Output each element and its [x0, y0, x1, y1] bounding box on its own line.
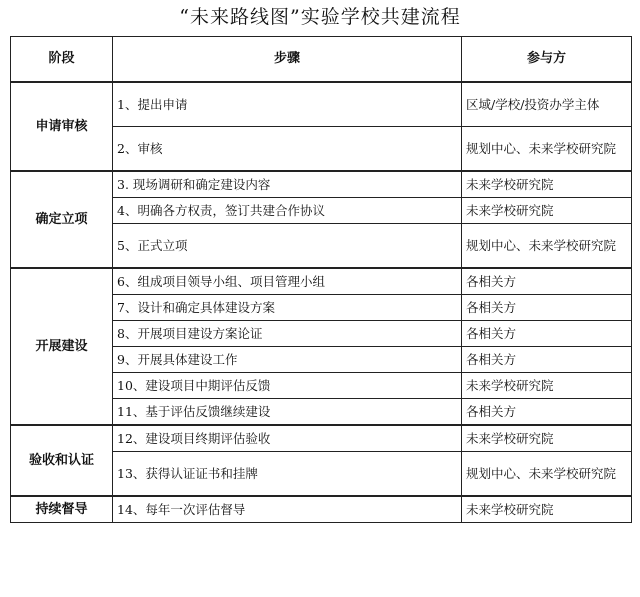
party-cell: 规划中心、未来学校研究院: [462, 452, 632, 497]
step-cell: 6、组成项目领导小组、项目管理小组: [113, 268, 462, 295]
step-cell: 2、审核: [113, 127, 462, 172]
step-cell: 14、每年一次评估督导: [113, 496, 462, 523]
party-cell: 未来学校研究院: [462, 373, 632, 399]
party-cell: 未来学校研究院: [462, 171, 632, 198]
header-stage: 阶段: [11, 37, 113, 83]
table-row: [11, 425, 632, 452]
step-cell: 13、获得认证证书和挂牌: [113, 452, 462, 497]
header-step: 步骤: [113, 37, 462, 83]
party-cell: 规划中心、未来学校研究院: [462, 127, 632, 172]
stage-cell: 持续督导: [11, 496, 113, 523]
party-cell: 各相关方: [462, 268, 632, 295]
party-cell: 各相关方: [462, 347, 632, 373]
table-row: [11, 268, 632, 295]
process-table: [10, 36, 632, 523]
table-row: [11, 82, 632, 127]
table-row: [11, 496, 632, 523]
page-title: “未来路线图”实验学校共建流程: [179, 6, 461, 28]
step-cell: 10、建设项目中期评估反馈: [113, 373, 462, 399]
party-cell: 未来学校研究院: [462, 198, 632, 224]
stage-cell: 申请审核: [11, 82, 113, 171]
party-cell: 未来学校研究院: [462, 496, 632, 523]
step-cell: 3. 现场调研和确定建设内容: [113, 171, 462, 198]
stage-cell: 开展建设: [11, 268, 113, 425]
stage-cell: 确定立项: [11, 171, 113, 268]
header-party: 参与方: [462, 37, 632, 83]
party-cell: 区域/学校/投资办学主体: [462, 82, 632, 127]
table-row: [11, 171, 632, 198]
step-cell: 11、基于评估反馈继续建设: [113, 399, 462, 426]
step-cell: 7、设计和确定具体建设方案: [113, 295, 462, 321]
stage-cell: 验收和认证: [11, 425, 113, 496]
step-cell: 12、建设项目终期评估验收: [113, 425, 462, 452]
step-cell: 9、开展具体建设工作: [113, 347, 462, 373]
party-cell: 规划中心、未来学校研究院: [462, 224, 632, 269]
party-cell: 各相关方: [462, 321, 632, 347]
step-cell: 4、明确各方权责，签订共建合作协议: [113, 198, 462, 224]
party-cell: 各相关方: [462, 295, 632, 321]
step-cell: 8、开展项目建设方案论证: [113, 321, 462, 347]
party-cell: 各相关方: [462, 399, 632, 426]
table-header-row: [11, 37, 632, 83]
step-cell: 1、提出申请: [113, 82, 462, 127]
party-cell: 未来学校研究院: [462, 425, 632, 452]
step-cell: 5、正式立项: [113, 224, 462, 269]
